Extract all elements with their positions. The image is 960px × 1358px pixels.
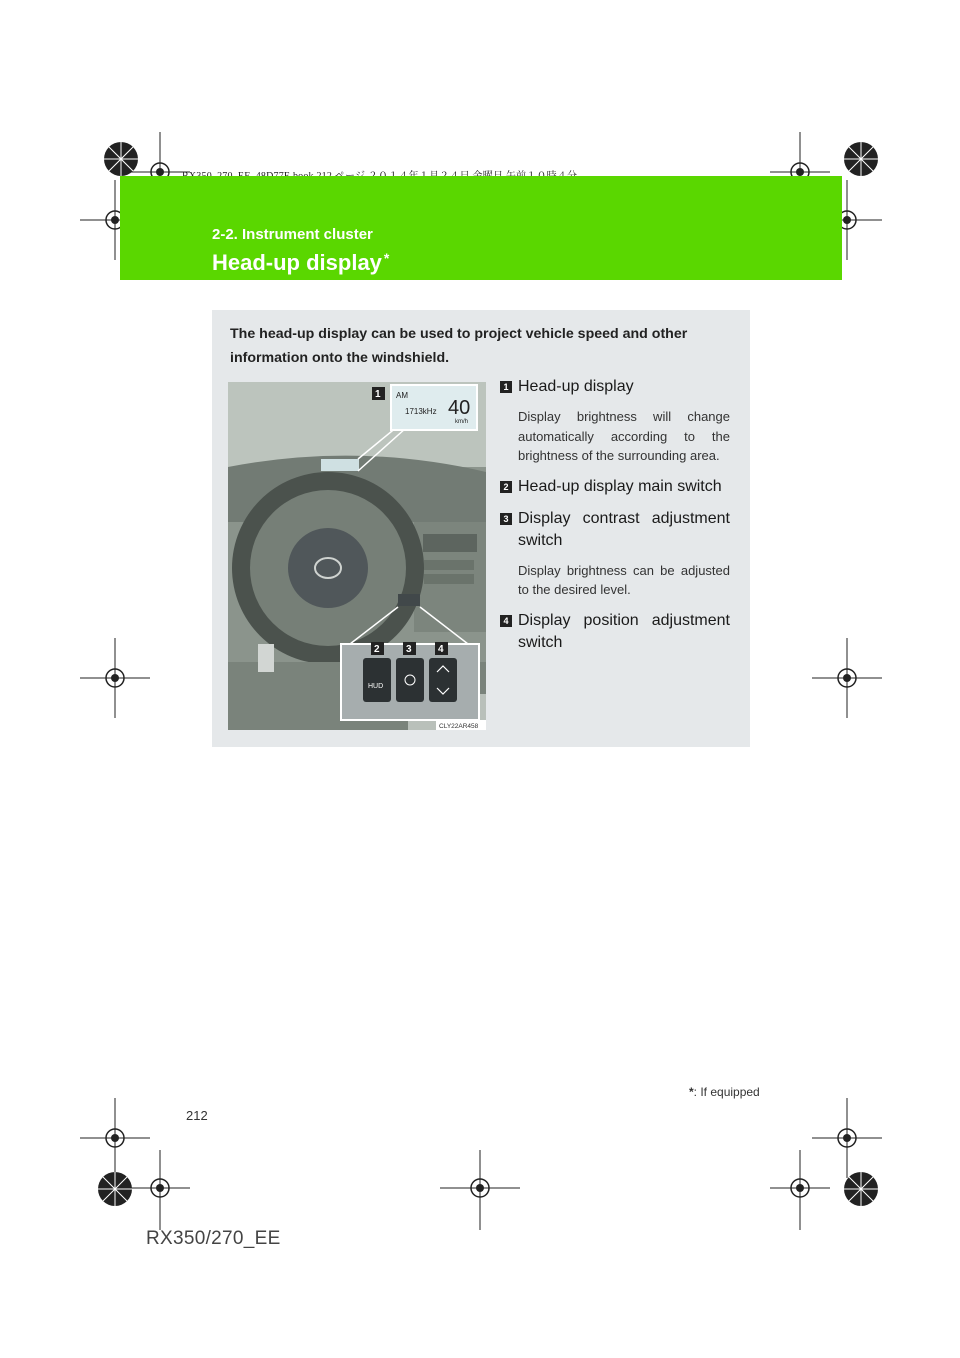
footnote bbox=[689, 1085, 760, 1099]
footnote-symbol: * bbox=[689, 1085, 694, 1099]
section-label: 2-2. Instrument cluster bbox=[212, 226, 373, 243]
callout-title-1: Head-up display bbox=[518, 378, 634, 395]
callout-item-4 bbox=[500, 610, 730, 654]
title-asterisk: * bbox=[383, 250, 390, 266]
image-code: CLY22AR458 bbox=[439, 723, 479, 730]
hud-band-text: AM bbox=[396, 391, 408, 400]
footnote-text: : If equipped bbox=[693, 1085, 760, 1099]
callout-title-4: Display position adjustment switch bbox=[518, 611, 730, 651]
figure-callout-1: 1 bbox=[375, 389, 381, 400]
hud-unit-text: km/h bbox=[455, 419, 469, 425]
hud-switch-label: HUD bbox=[368, 683, 384, 690]
figure-callout-3: 3 bbox=[406, 644, 412, 655]
callout-number-4: 4 bbox=[500, 615, 512, 627]
callout-number-3: 3 bbox=[500, 513, 512, 525]
registration-mark-right-middle bbox=[812, 638, 882, 718]
model-code: RX350/270_EE bbox=[146, 1228, 281, 1249]
windshield-hud-image bbox=[321, 459, 359, 471]
callout-item-3 bbox=[500, 508, 730, 600]
callout-number-1: 1 bbox=[500, 381, 512, 393]
content-box bbox=[212, 310, 750, 747]
hud-frequency-text: 1713kHz bbox=[405, 407, 437, 416]
callout-item-2 bbox=[500, 476, 730, 498]
registration-mark-bottom-left-inner bbox=[130, 1150, 190, 1230]
callout-title-2: Head-up display main switch bbox=[518, 477, 722, 495]
hud-speed-text: 40 bbox=[448, 397, 471, 419]
callout-number-2: 2 bbox=[500, 481, 512, 493]
page-number: 212 bbox=[186, 1108, 208, 1123]
registration-mark-bottom-center bbox=[440, 1150, 520, 1230]
figure-callout-4: 4 bbox=[438, 644, 444, 655]
callout-description-3: Display brightness can be adjusted to the desired level. bbox=[518, 562, 730, 597]
callout-title-3: Display contrast adjustment switch bbox=[518, 509, 730, 549]
callout-item-1 bbox=[500, 376, 730, 466]
callout-list bbox=[500, 376, 730, 664]
page-title-text: Head-up display bbox=[212, 250, 382, 275]
registration-mark-bottom-right-inner bbox=[770, 1150, 830, 1230]
intro-text: The head-up display can be used to project vehicle speed and other information onto the windshield. bbox=[230, 326, 688, 366]
callout-description-1: Display brightness will change automatically according to the brightness of the surrounding area. bbox=[518, 409, 730, 463]
page-title bbox=[212, 250, 389, 276]
cockpit-illustration bbox=[228, 382, 486, 730]
registration-mark-left-middle bbox=[80, 638, 150, 718]
registration-mark-bottom-right bbox=[826, 1154, 896, 1224]
figure-callout-2: 2 bbox=[374, 644, 380, 655]
